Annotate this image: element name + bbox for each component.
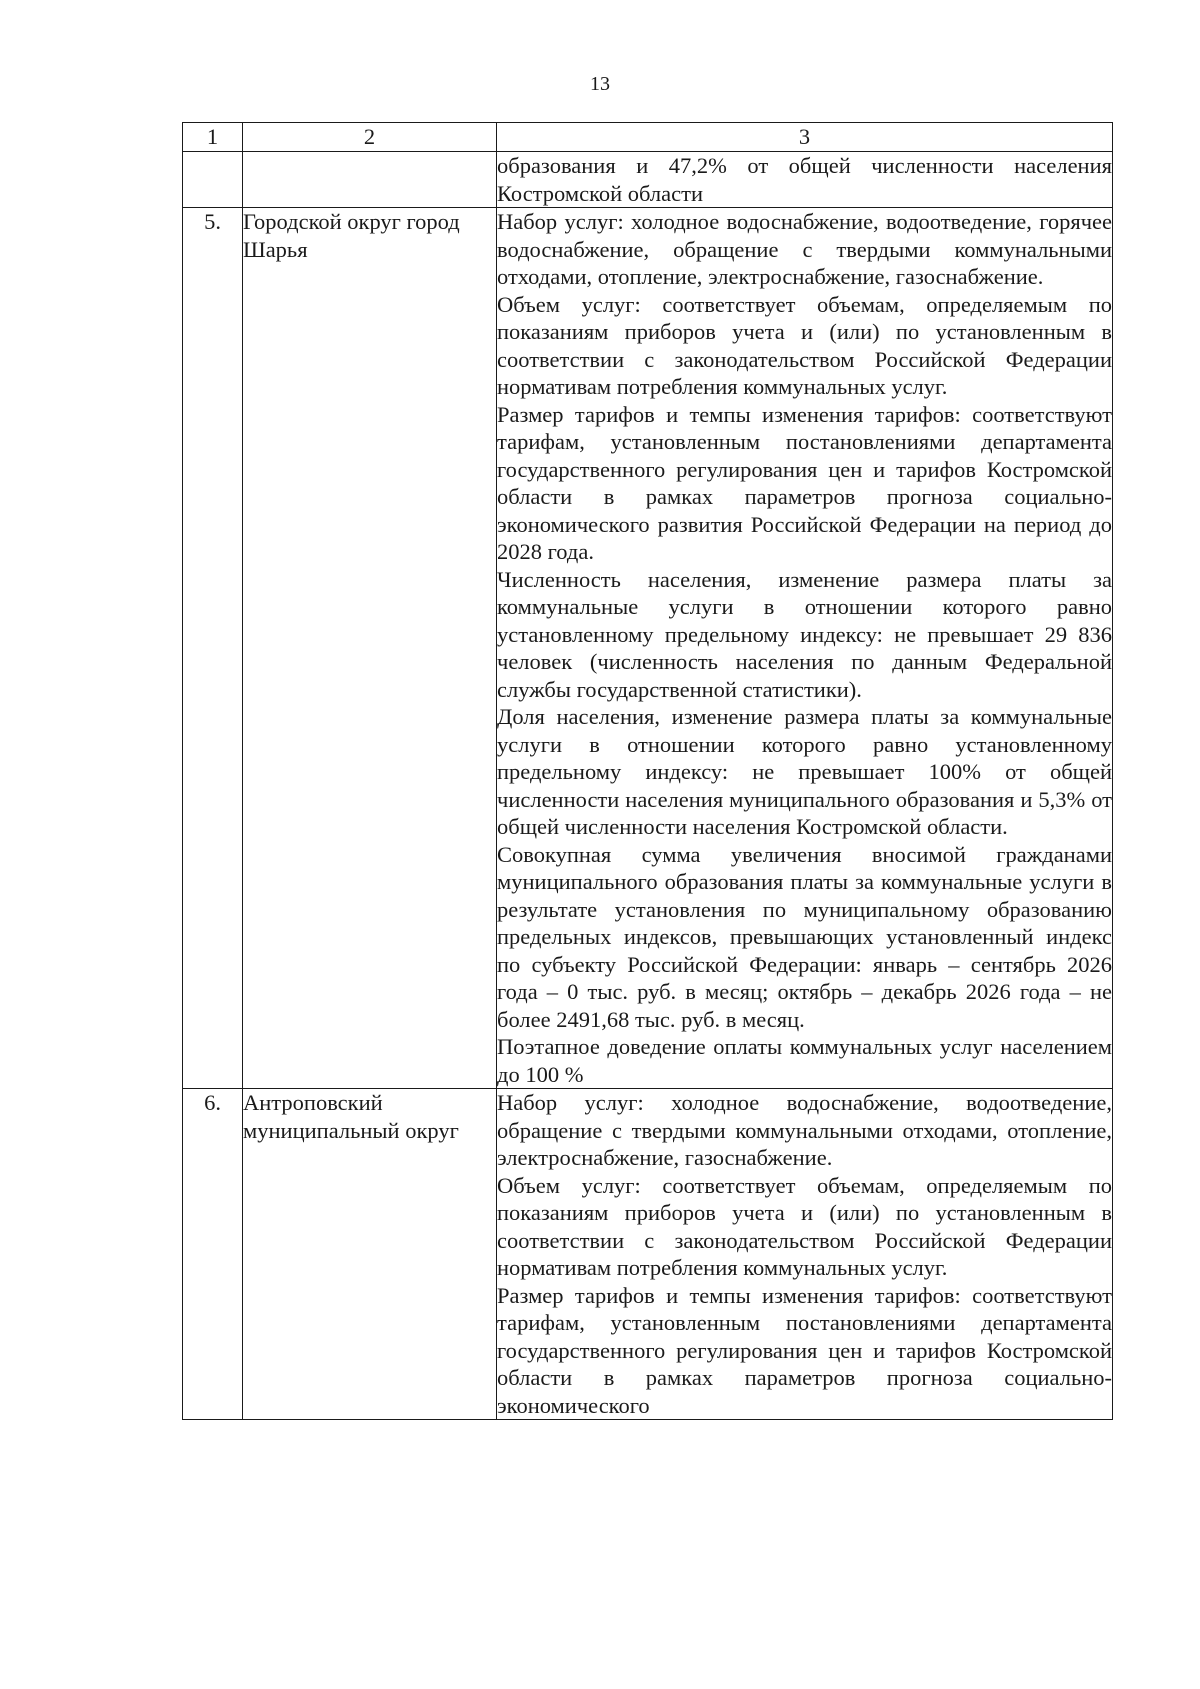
gradual-payment-paragraph: Поэтапное доведение оплаты коммунальных услуг населением до 100 % [497, 1034, 1112, 1087]
services-volume-paragraph: Объем услуг: соответствует объемам, определяемым по показаниям приборов учета и (или) по установленным в соответствии с законодательством Российской Федерации нормативам потребления коммунальных услуг. [497, 1172, 1112, 1280]
payment-increase-paragraph: Совокупная сумма увеличения вносимой гражданами муниципального образования платы за коммунальные услуги в результате установления по муниципальному образованию предельных индексов, превышающих установленный индекс по субъекту Российской Федерации: январь – сентябрь 2026 года – 0 тыс. руб. в месяц; октябрь – декабрь 2026 года – не более 2491,68 тыс. руб. в месяц. [497, 841, 1112, 1032]
tariffs-paragraph: Размер тарифов и темпы изменения тарифов: соответствуют тарифам, установленным постановлениями департамента государственного регулирования цен и тарифов Костромской области в рамках параметров прогноза социально-экономического развития Российской Федерации на период до 2028 года. [497, 401, 1112, 564]
services-set-paragraph: Набор услуг: холодное водоснабжение, водоотведение, обращение с твердыми коммунальными отходами, отопление, электроснабжение, газоснабжение. [497, 1090, 1112, 1170]
header-col-3: 3 [497, 123, 1113, 152]
population-paragraph: Численность населения, изменение размера платы за коммунальные услуги в отношении которого равно установленному предельному индексу: не превышает 29 836 человек (численность населения по данным Федеральной службы государственной статистики). [497, 566, 1112, 702]
services-set-paragraph: Набор услуг: холодное водоснабжение, водоотведение, горячее водоснабжение, обращение с твердыми коммунальными отходами, отопление, электроснабжение, газоснабжение. [497, 209, 1112, 289]
row-number: 5. [183, 208, 243, 1089]
services-volume-paragraph: Объем услуг: соответствует объемам, определяемым по показаниям приборов учета и (или) по установленным в соответствии с законодательством Российской Федерации нормативам потребления коммунальных услуг. [497, 291, 1112, 399]
municipality-name [243, 152, 497, 208]
municipality-name: Городской округ город Шарья [243, 208, 497, 1089]
municipality-name: Антроповский муниципальный округ [243, 1089, 497, 1420]
row-number [183, 152, 243, 208]
tariffs-paragraph: Размер тарифов и темпы изменения тарифов: соответствуют тарифам, установленным постановлениями департамента государственного регулирования цен и тарифов Костромской области в рамках параметров прогноза социально-экономического [497, 1282, 1112, 1418]
table-row-sharya [183, 208, 1113, 1089]
table-row-antropovo [183, 1089, 1113, 1420]
header-col-2: 2 [243, 123, 497, 152]
row-number: 6. [183, 1089, 243, 1420]
population-share-paragraph: Доля населения, изменение размера платы за коммунальные услуги в отношении которого равно установленному предельному индексу: не превышает 100% от общей численности населения муниципального образования и 5,3% от общей численности населения Костромской области. [497, 704, 1112, 839]
table-row-continuation [183, 152, 1113, 208]
row-description [497, 208, 1113, 1089]
header-col-1: 1 [183, 123, 243, 152]
services-table [182, 122, 1113, 1420]
table-header-row [183, 123, 1113, 152]
page-number: 13 [590, 73, 610, 95]
description-paragraph: образования и 47,2% от общей численности населения Костромской области [497, 153, 1112, 206]
row-description [497, 152, 1113, 208]
row-description [497, 1089, 1113, 1420]
